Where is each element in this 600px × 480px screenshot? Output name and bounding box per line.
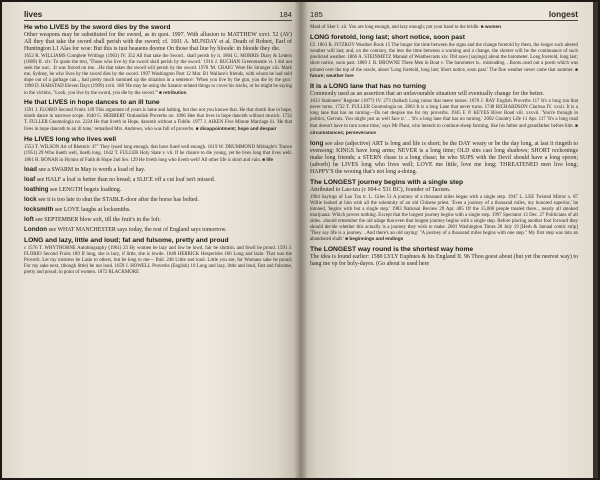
entry-citations <box>310 99 578 136</box>
cross-ref-text: see LOVE laughs at locksmiths. <box>54 207 131 214</box>
right-header-word: longest <box>548 10 578 19</box>
entry-longest-journey <box>310 179 578 243</box>
left-running-head <box>24 10 292 21</box>
entry-lives-long <box>24 136 292 164</box>
entry-headword: It is a LONG lane that has no turning <box>310 83 426 91</box>
entry-citations <box>310 195 578 243</box>
cross-reference-list <box>24 166 292 234</box>
cross-ref-key: loaf <box>24 175 36 183</box>
cross-ref-text: see SEPTEMBER blow soft, till the fruit's in the loft. <box>35 217 161 224</box>
cross-ref-item <box>24 196 292 204</box>
entry-citations <box>24 145 292 164</box>
cross-ref-key: locksmith <box>24 206 54 214</box>
tag-square-icon: ■ <box>345 236 349 242</box>
entry-long-lane <box>310 83 578 136</box>
entry-lives-in-hope <box>24 99 292 133</box>
entry-tag: beginnings and endings <box>349 236 404 242</box>
entry-lives-by-sword <box>24 24 292 96</box>
entry-citations <box>310 43 578 80</box>
cross-ref-item <box>24 166 292 174</box>
cross-ref-key: loathing <box>24 185 49 193</box>
citations-text: 1553 T. WILSON Art of Rhetoric 47" They lyued long enough, that have liued well enough. 1619 W. DRUMMOND Midnight's Trance (1951) 29 Who liueth well, liueth long. 1642 T. FULLER Holy State v. vii. If he chance to die young, yet he lives long that lives well. 1861 H. BONAR in Hymns of Faith & Hope 2nd Ser. 129 He liveth long who liveth well! All other life is short and vain. <box>24 145 292 163</box>
cross-ref-item <box>24 186 292 194</box>
cross-ref-key: long <box>310 139 324 147</box>
citations-text: 1591 J. FLORIO Second Fruits 149 This argument of yours is lame and halting, but doo not you knowe that. He that dooth liue in hope, dooth dance in narrowe scope. 1640 G. HERBERT Outlandish Proverbs no. 1006 Hee that lives in hope danceth without musick. 1732 T. FULLER Gnomologia no. 2224 He that liveth in Hope, danceth without a Fiddle. 1977 J. AIKEN Five Minute Marriage iii. 'He that lives in hope danceth to an ill tune,' remarked Mrs. Andrews, who was full of proverbs. <box>24 108 292 133</box>
cross-ref-item <box>24 226 292 234</box>
book-gutter <box>294 2 308 478</box>
entry-headword: LONG and lazy, little and loud; fat and fulsome, pretty and proud <box>24 237 229 245</box>
right-page <box>300 2 598 478</box>
cross-ref-item <box>24 216 292 224</box>
entry-headword: He who LIVES by the sword dies by the sword <box>24 24 171 31</box>
cross-ref-key: lock <box>24 195 37 203</box>
cross-ref-text: see it is too late to shut the STABLE-door after the horse has bolted. <box>38 196 199 203</box>
entry-tag: life <box>266 156 274 162</box>
entry-note: Attributed to Lao-tzu (c 604-c 531 BC), founder of Taoism. <box>310 187 451 194</box>
tag-square-icon: ■ <box>262 156 266 162</box>
entry-tag: disappointment; hope and despair <box>199 126 277 132</box>
continuation-text <box>310 24 578 31</box>
entry-long-and-lazy <box>24 237 292 276</box>
tag-square-icon: ■ <box>575 123 578 129</box>
entry-headword: He that LIVES in hope dances to an ill tune <box>24 99 160 107</box>
cross-ref-text: see also (adjective) ART is long and life is short; be the DAY weary or be the day long, at last it ringeth to evensong; KINGS have long arms; NEVER is a long time; OLD sins cast long shadows; SHORT reckonings make long friends; a STERN chase is a long chase; he who SUPS with the Devil should have a long spoon; (adverb) he LIVES long who lives well; LOVE me little, love me long; THREATENED men live long; HAPPY'S the wooing that's not long a-doing. <box>310 140 578 176</box>
cross-ref-key: load <box>24 165 37 173</box>
entry-headword: The LONGEST way round is the shortest way home <box>310 246 474 254</box>
entry-long-foretold <box>310 34 578 80</box>
left-page <box>2 2 300 478</box>
cross-ref-item <box>24 176 292 184</box>
continuation-body: Maid of Sker I. xii. You are long enough, and lazy enough; put your hand to the bridle. <box>310 25 480 30</box>
cross-ref-key: loft <box>24 216 34 224</box>
cross-ref-item <box>24 206 292 214</box>
citations-text: 1904 Sayings of Lao Tzu tr. L. Giles 51 A journey of a thousand miles began with a single step. 1947 L. LEE Twisted Mirror x. 87 Willie looked at him with all the solemnity of an old Chinese priest. 'Even a journey of a thousand miles, my honored superior,' he intoned, 'begins with but a single step.' 1983 National Review 29 Apr. 485 Of the 15,000 people treated there.., nearly all smoked marijuana. Which proves nothing. Except that the longest journey begins with a single step. 1997 Spectator 13 Dec. 27 Politicians of all sides.. should remember the old adage that even that longest journey begins with a single step. Before placing another foot forward they should decide whether this actually is a journey they wish to make. 2001 Washington Times 28 July 19 [Herb & Jamaal comic strip] 'They say life is a journey. ..And there's an old saying: "A journey of a thousand miles begins with one step." My first step was into an abandoned shaft.' <box>310 195 578 243</box>
entry-citations: c 1576 T. WHYTHORNE Autobiography (1961) 23 Hy women be lazy and low be lowd, fair be sluttish, and fowll be proud. 1591 J. FLORIO Second Fruits 189 If long, she is lazy, if little, she is lowde. 1648 HERRICK Hesperides 166 Long and lazie. That was the Proverb. Let my mistress be Lasie to others, but be long to me— Ibid. 248 Little and loud. Little you are; for Womans sake be proud; For my sake next, (though little) be not loud. 1659 J. HOWELL Proverbs (English) 10 Long and lazy, little and loud, Fatt and fulsome, pretty and proud; in point of women. 1872 BLACKMORE <box>24 246 292 275</box>
tag-square-icon: ■ <box>195 126 199 132</box>
entry-headword: LONG foretold, long last; short notice, soon past <box>310 33 465 41</box>
entry-longest-way-round <box>310 246 578 268</box>
entry-headword: He LIVES long who lives well <box>24 136 117 144</box>
tag-square-icon: ■ <box>480 24 484 29</box>
citations-text: 1633 Stationers' Register (1877) IV. 273 (ballad) Long runns that neere turnes. 1670 J. RAY English Proverbs 117 It's a long run that never turns. 1732 T. FULLER Gnomologia no. 2863 It is a long Lane that never turns. 1748 RICHARDSON Clarissa IV. xxxii. It is a long lane that has no turning—Do not despise me for my proverbs. 1945 F. P. KEYES River Road viii. xxxvii. 'You're through in politics, Gervais. You might just as well face it.' .. 'It's a long lane that has no turning.' 2002 Country Life 11 Apr. 117 'It's a long road that doesn't have to turn some time,' says Mr Plant, who intends to continue sheep farming, like his father and grandfather before him. <box>310 99 578 130</box>
right-page-number: 185 <box>310 10 323 19</box>
cross-ref-text: see WHAT MANCHESTER says today, the rest of England says tomorrow. <box>48 227 227 234</box>
open-book <box>2 2 598 478</box>
citations-text: 1652 R. WILLIAMS Complete Writings (1963) IV. 352 All that take the Sword.. shall perish by it. 1804 G. MORRIS Diary & Letters (1889) II. xlv. To quote the text, 'Those who live by the sword shall perish by the sword.' 1916 J. BUCHAN Greenmantle vi. I did not seek the war.. .It was forced on me. ..He that takes the sword will perish by the sword. 1978 'M. CRAIG' Were He Stranger xiii. Mark me, Sydney, he who lives by the sword dies by the sword. 1997 Washington Post 12 Mar. B1 Wallace's friends, with whom he had sold dope out of a garbage can.., had pretty much summed up the situation in a sentence: 'When you live by the gun, you die by the gun.' 1998 D. HARSTAD Eleven Days (1999) xviii. 180 'He may be using the Satanic-related things to cover his tracks, or he might be saying to the victims, "Look, you live by the sword, you die by the sword."' <box>24 54 292 96</box>
entry-note: Other weapons may be substituted for the sword, as in quot. 1997. With allusion to MATTHEW xxvi. 52 (AV) All they that take the sword shall perish with the sword; cf. 1601 A. MUNDAY et al. Death of Robert, Earl of Huntington L1 Alas for woe: But this is iust heauens doome On those that liue by bloode: in bloode they die. <box>24 32 292 53</box>
tag-square-icon: ■ <box>159 89 162 95</box>
citations-text: Cf. 1863 R. FITZROY Weather Book 15 The longer the time between the signs and the change foretold by them, the longer such altered weather will last; and, on the contrary, the less the time between a warning and a change, the shorter will be the continuance of such predicted weather. 1866 A. STEINMETZ Manual of Weathercasts xiv. Old saws [sayings] about the barometer. Long foretold, long last; short notice, soon past. 1889 J. R. BROWNE Three Men in Boat v. The barometer is.. misleading. ..Boots..read out a poem which was printed over the top of the oracle, about 'Long foretold, long last; Short notice, soon past.' The fine weather never came that summer. <box>310 42 578 73</box>
entry-tag: circumstances; perseverance <box>310 129 376 135</box>
cross-ref-text: see a SWARM in May is worth a load of hay. <box>38 166 146 173</box>
page-edge-shadow <box>593 2 598 478</box>
entry-note: The idea is found earlier: 1580 LYLY Euphues & his England II. 96 Thou goest about (but yet the neerest way) to hang me vp for holy-dayes. (Go about is used here <box>310 254 578 268</box>
left-header-word: lives <box>24 10 43 19</box>
entry-headword: The LONGEST journey begins with a single step <box>310 179 464 187</box>
continuation-tag: women <box>484 24 501 29</box>
cross-ref-long <box>310 140 578 176</box>
cross-ref-text: see LENGTH begets loathing. <box>49 186 122 193</box>
tag-square-icon: ■ <box>575 66 578 72</box>
cross-ref-text: see HALF a loaf is better than no bread; a SLICE off a cut loaf isn't missed. <box>36 176 216 183</box>
entry-tag: retribution <box>163 89 187 95</box>
entry-citations <box>24 108 292 133</box>
entry-tag: future; weather lore <box>310 73 354 79</box>
left-page-number: 184 <box>279 10 292 19</box>
cross-ref-key: London <box>24 226 48 234</box>
right-running-head <box>310 10 578 21</box>
entry-citations <box>24 54 292 96</box>
entry-note: Commonly used as an assertion that an unfavourable situation will eventually change for the better. <box>310 91 545 98</box>
